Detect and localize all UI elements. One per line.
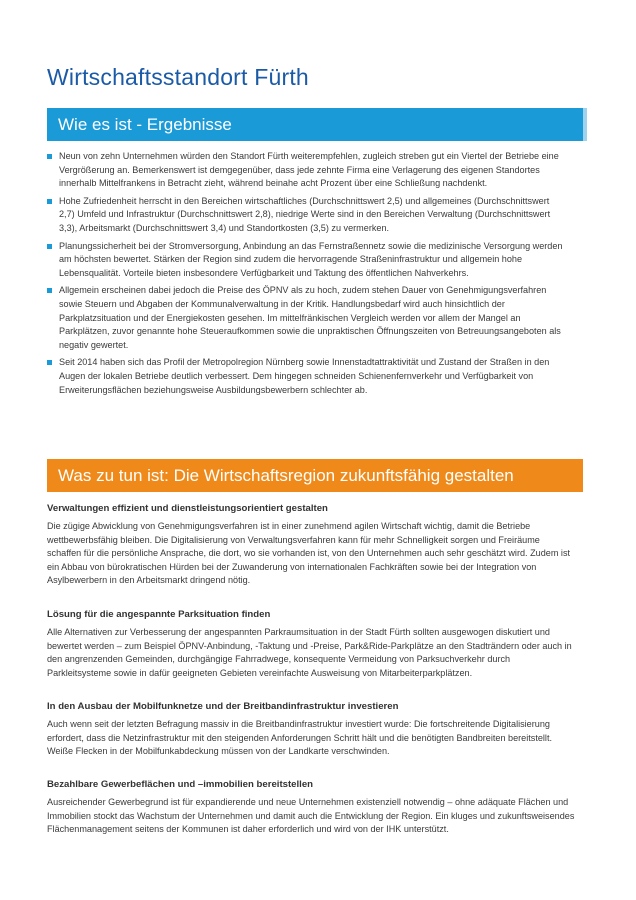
- list-item: [47, 195, 567, 236]
- bullet-square-icon: [47, 154, 52, 159]
- block-text: Ausreichender Gewerbegrund ist für expandierende und neue Unternehmen existenziell notwendig – ohne adäquate Flächen und Immobilien stockt das Wachstum der Unternehmen und damit auch die Entwicklung der Region. Ein kluges und zukunftsweisendes Flächenmanagement seitens der Kommunen ist daher erforderlich und wird von der IHK unterstützt.: [47, 797, 575, 835]
- bullet-square-icon: [47, 199, 52, 204]
- list-item: [47, 356, 567, 397]
- block-title: In den Ausbau der Mobilfunknetze und der Breitbandinfrastruktur investieren: [47, 701, 399, 712]
- todo-block-parking: [47, 608, 575, 680]
- page-title: Wirtschaftsstandort Fürth: [47, 64, 309, 90]
- bullet-text: Hohe Zufriedenheit herrscht in den Bereichen wirtschaftliches (Durchschnittswert 2,5) und allgemeines (Durchschnittswert 2,7) Umfeld und Infrastruktur (Durchschnittswert 2,8), niedrige Werte sind in den Bereichen Verwaltung (Durchschnittswert 3,3), Arbeitsmarkt (Durchschnittswert 3,4) und Standortkosten (3,5) zu vermerken.: [59, 195, 551, 233]
- bullet-text: Neun von zehn Unternehmen würden den Standort Fürth weiterempfehlen, zugleich streben gut ein Viertel der Betriebe eine Vergrößerung an. Bemerkenswert ist demgegenüber, dass jede zehnte Firma eine Verlagerung des eigenen Standortes innerhalb Mittelfrankens in Betracht zieht, während beinahe acht Prozent über eine Schließung nachdenkt.: [59, 151, 559, 189]
- list-item: [47, 240, 567, 281]
- bullet-text: Seit 2014 haben sich das Profil der Metropolregion Nürnberg sowie Innenstadtattraktivität und Zustand der Straßen in den Augen der lokalen Betriebe deutlich verbessert. Dem hingegen schneiden Schienenfernverkehr und Verfügbarkeit von Erweiterungsflächen beziehungsweise Ausbildungsbewerbern schlechter ab.: [59, 357, 550, 395]
- bullet-text: Planungssicherheit bei der Stromversorgung, Anbindung an das Fernstraßennetz sowie die medizinische Versorgung werden am höchsten bewertet. Stärken der Region sind zudem die hervorragende Straßeninfrastruktur und allgemein hohe Lebensqualität. Vorteile bieten insbesondere Verfügbarkeit und Taktung des öffentlichen Nahverkehrs.: [59, 240, 563, 278]
- results-banner: Wie es ist - Ergebnisse: [47, 108, 583, 141]
- block-text: Die zügige Abwicklung von Genehmigungsverfahren ist in einer zunehmend agilen Wirtschaft wichtig, damit die Betriebe wettbewerbsfähig bleiben. Die Digitalisierung von Verwaltungsverfahren kann für mehr Schnelligkeit sorgen und Freiräume schaffen für die persönliche Ansprache, die dort, wo sie vorhanden ist, von den Unternehmen auch sehr geschätzt wird. Zudem ist ein Abbau von bürokratischen Hürden bei der Zuwanderung von internationalen Fachkräften sowie bei der Integration von Asylbewerbern in den Arbeitsmarkt dringend nötig.: [47, 521, 571, 586]
- block-title: Lösung für die angespannte Parksituation finden: [47, 609, 271, 620]
- bullet-square-icon: [47, 288, 52, 293]
- todo-banner: Was zu tun ist: Die Wirtschaftsregion zukunftsfähig gestalten: [47, 459, 583, 492]
- list-item: [47, 284, 567, 352]
- todo-block-administration: [47, 502, 575, 588]
- todo-block-commercial-space: [47, 778, 575, 837]
- bullet-square-icon: [47, 360, 52, 365]
- bullet-text: Allgemein erscheinen dabei jedoch die Preise des ÖPNV als zu hoch, zudem stehen Dauer von Genehmigungsverfahren sowie Steuern und Abgaben der Kommunalverwaltung in der Kritik. Handlungsbedarf wird auch hinsichtlich der Parkplatzsituation und der Energiekosten gesehen. Im mittelfränkischen Vergleich werden vor allem der Mangel an Parkplätzen, zuvor genannte hohe Steueraufkommen sowie die unpraktischen Öffnungszeiten von Betreuungsangeboten als negativ gewertet.: [59, 285, 561, 350]
- todo-block-broadband: [47, 700, 575, 759]
- block-text: Auch wenn seit der letzten Befragung massiv in die Breitbandinfrastruktur investiert wurde: Die fortschreitende Digitalisierung erfordert, dass die Netzinfrastruktur mit den steigenden Anforderungen Schritt hält und die benötigten Bandbreiten bereitstellt. Weiße Flecken in der Mobilfunkabdeckung müssen von der Landkarte verschwinden.: [47, 719, 553, 757]
- results-bullet-list: [47, 150, 567, 401]
- block-text: Alle Alternativen zur Verbesserung der angespannten Parkraumsituation in der Stadt Fürth sollten ausgewogen diskutiert und bewertet werden – zum Beispiel ÖPNV-Anbindung, -Taktung und -Preise, Park&Ride-Parkplätze an den Stadträndern oder auch in den angrenzenden Gemeinden, durchgängige Fahrradwege, konsequente Vermeidung von Parksuchverkehr durch Parkleitsysteme sowie in dafür geeigneten Gebieten vereinfachte Ausweisung von Mitarbeiterparkplätzen.: [47, 627, 572, 678]
- block-title: Bezahlbare Gewerbeflächen und –immobilien bereitstellen: [47, 779, 314, 790]
- bullet-square-icon: [47, 244, 52, 249]
- list-item: [47, 150, 567, 191]
- block-title: Verwaltungen effizient und dienstleistungsorientiert gestalten: [47, 503, 328, 514]
